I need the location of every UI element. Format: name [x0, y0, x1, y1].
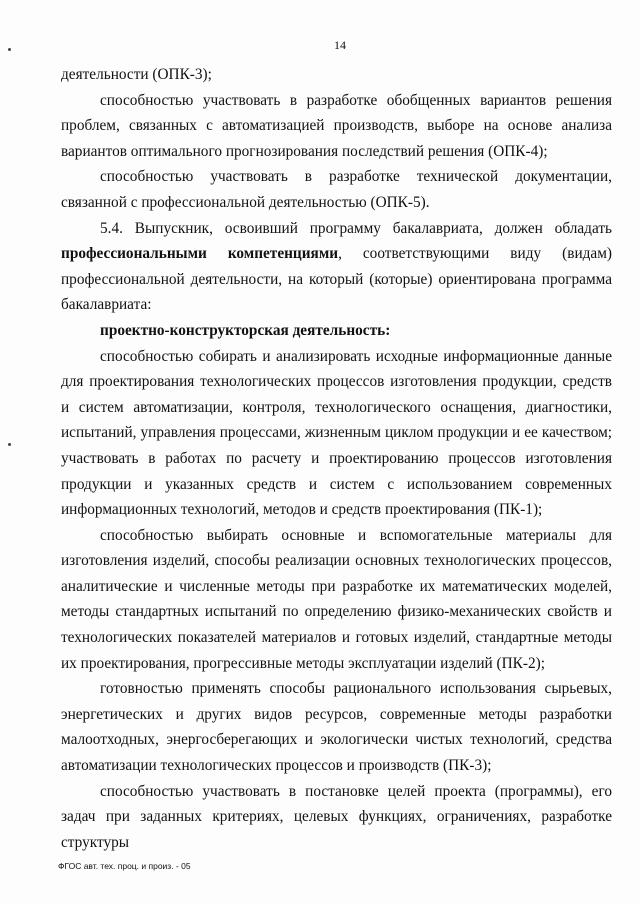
scan-mark [8, 443, 11, 446]
section-heading: проектно-конструкторская деятельность: [100, 321, 391, 339]
document-body [61, 62, 612, 855]
paragraph-opk4: способностью участвовать в разработке обобщенных вариантов решения проблем, связанных с автоматизацией производств, выборе на основе анализа вариантов оптимального прогнозирования последствий решения (ОПК-4); [61, 91, 612, 160]
footer-code: ФГОС авт. тех. проц. и произ. - 05 [58, 861, 191, 871]
paragraph-pk2: способностью выбирать основные и вспомогательные материалы для изготовления изделий, способы реализации основных технологических процессов, аналитические и численные методы при разработке их математических моделей, методы стандартных испытаний по определению физико-механических свойств и технологических показателей материалов и готовых изделий, стандартные методы их проектирования, прогрессивные методы эксплуатации изделий (ПК-2); [61, 526, 612, 672]
paragraph-pk3: готовностью применять способы рационального использования сырьевых, энергетических и других видов ресурсов, современные методы разработки малоотходных, энергосберегающих и экологически чистых технологий, средства автоматизации технологических процессов и производств (ПК-3); [61, 680, 612, 775]
paragraph-pk4-start: способностью участвовать в постановке целей проекта (программы), его задач при заданных критериях, целевых функциях, ограничениях, разработке структуры [61, 782, 612, 851]
paragraph-5-4-end: , соответствующими виду (видам) профессиональной деятельности, на который (которые) ориентирована программа бакалавриата: [61, 245, 612, 314]
paragraph-pk1: способностью собирать и анализировать исходные информационные данные для проектирования технологических процессов изготовления продукции, средств и систем автоматизации, контроля, технологического оснащения, диагностики, испытаний, управления процессами, жизненным циклом продукции и ее качеством; участвовать в работах по расчету и проектированию процессов изготовления продукции и указанных средств и систем с использованием современных информационных технологий, методов и средств проектирования (ПК-1); [61, 347, 612, 519]
paragraph-5-4 [61, 216, 612, 318]
paragraph-opk3-end: деятельности (ОПК-3); [61, 66, 212, 83]
paragraph-5-4-start: 5.4. Выпускник, освоивший программу бакалавриата, должен обладать [100, 219, 612, 237]
paragraph-opk5: способностью участвовать в разработке технической документации, связанной с профессиональной деятельностью (ОПК-5). [61, 168, 612, 211]
page-number: 14 [334, 38, 346, 52]
paragraph-5-4-bold: профессиональными компетенциями [61, 245, 339, 263]
